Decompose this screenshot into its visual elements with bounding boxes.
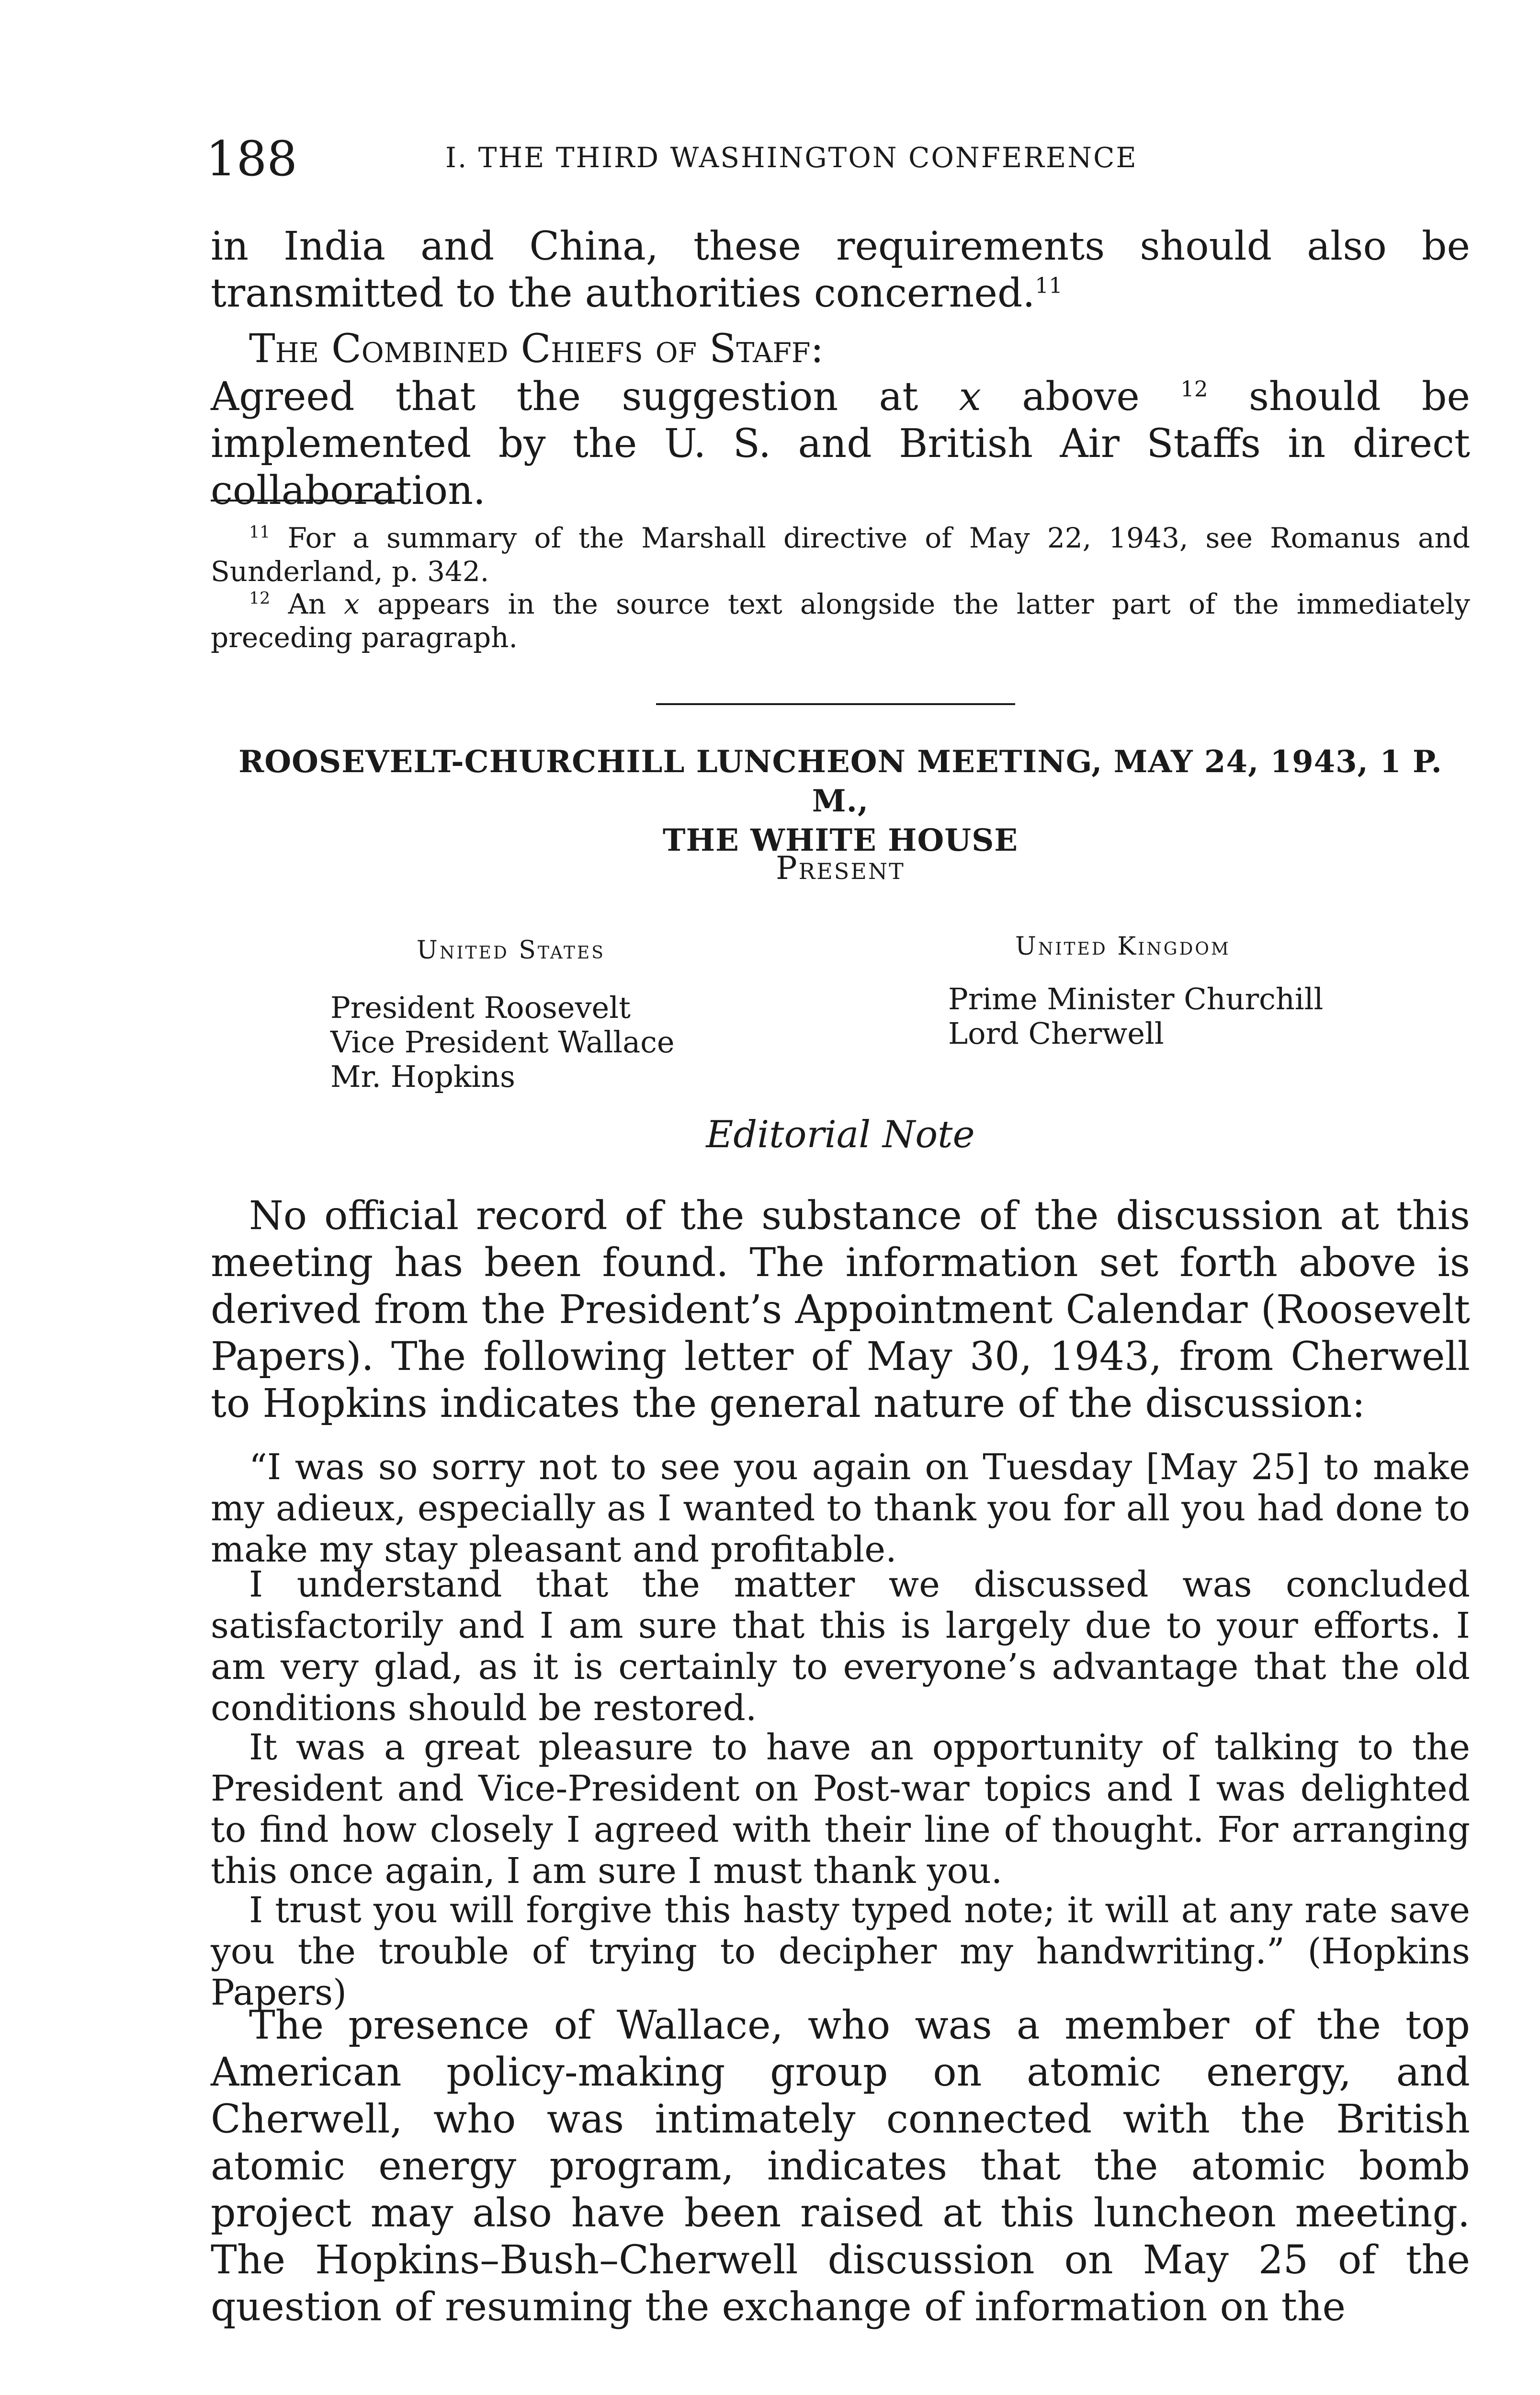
present-heading: Present	[776, 850, 905, 887]
footnote-text-end: appears in the source text alongside the latter part of the immediately preceding paragraph.	[211, 588, 1470, 654]
editorial-paragraph-2: The presence of Wallace, who was a member of the top American policy-making group on atomic energy, and Cherwell, who was intimately connected with the British atomic energy program, indicates that the atomic bomb project may also have been raised at this luncheon meeting. The Hopkins–Bush–Cherwell discussion on May 25 of the question of resuming the exchange of information on the	[211, 2003, 1470, 2330]
agreement-text-end: should be implemented by the U. S. and British Air Staffs in direct collaboration.	[211, 374, 1470, 513]
footnote-divider	[211, 500, 402, 502]
letter-quote-paragraph: I trust you will forgive this hasty typed note; it will at any rate save you the trouble of trying to decipher my handwriting.” (Hopkins Papers)	[211, 1890, 1470, 2013]
attendee: Mr. Hopkins	[330, 1059, 515, 1094]
meeting-title	[211, 742, 1470, 860]
letter-quote-paragraph: It was a great pleasure to have an opportunity of talking to the President and Vice-President on Post-war topics and I was delighted to find how closely I agreed with their line of thought. For arranging this once again, I am sure I must thank you.	[211, 1727, 1470, 1892]
footnote-ref-12: 12	[1180, 376, 1208, 402]
variable-x: x	[959, 374, 981, 420]
meeting-title-line-1: ROOSEVELT-CHURCHILL LUNCHEON MEETING, MAY 24, 1943, 1 P. M.,	[238, 744, 1442, 819]
attendee: President Roosevelt	[330, 990, 631, 1025]
footnote-text-start: An	[288, 588, 344, 620]
variable-x: x	[344, 588, 360, 620]
editorial-note-heading: Editorial Note	[706, 1113, 975, 1156]
footnote-12	[211, 587, 1470, 654]
section-divider	[656, 703, 1015, 705]
footnote-text: For a summary of the Marshall directive of May 22, 1943, see Romanus and Sunderland, p. 342.	[211, 522, 1470, 588]
ccs-label: The Combined Chiefs of Staff:	[249, 326, 824, 372]
continuation-text: in India and China, these requirements should also be transmitted to the authorities concerned.	[211, 224, 1470, 316]
agreement-text-start: Agreed that the suggestion at	[211, 374, 959, 420]
editorial-paragraph-1: No official record of the substance of the discussion at this meeting has been found. The information set forth above is derived from the President’s Appointment Calendar (Roosevelt Papers). The following letter of May 30, 1943, from Cherwell to Hopkins indicates the general nature of the discussion:	[211, 1193, 1470, 1426]
letter-quote-paragraph: “I was so sorry not to see you again on Tuesday [May 25] to make my adieux, especially as I wanted to thank you for all you had done to make my stay pleasant and profitable.	[211, 1447, 1470, 1570]
page-number: 188	[206, 131, 297, 187]
footnote-11	[211, 521, 1470, 588]
running-head: I. THE THIRD WASHINGTON CONFERENCE	[445, 141, 1138, 174]
letter-quote-paragraph: I understand that the matter we discussed was concluded satisfactorily and I am sure that this is largely due to your efforts. I am very glad, as it is certainly to everyone’s advantage that the old conditions should be restored.	[211, 1564, 1470, 1729]
agreement-paragraph	[211, 374, 1470, 514]
uk-heading: United Kingdom	[1015, 932, 1231, 961]
attendee: Prime Minister Churchill	[948, 981, 1324, 1016]
agreement-text-mid: above	[981, 374, 1181, 420]
footnote-number: 12	[249, 589, 271, 608]
uk-attendee-list	[948, 982, 1323, 1051]
us-heading: United States	[417, 936, 605, 965]
meeting-title-line-2: THE WHITE HOUSE	[662, 822, 1019, 858]
footnote-number: 11	[249, 523, 271, 542]
continuation-paragraph	[211, 223, 1470, 317]
attendee: Vice President Wallace	[330, 1025, 675, 1060]
attendee: Lord Cherwell	[948, 1016, 1164, 1051]
us-attendee-list	[330, 991, 675, 1094]
footnote-ref-11: 11	[1035, 273, 1063, 298]
